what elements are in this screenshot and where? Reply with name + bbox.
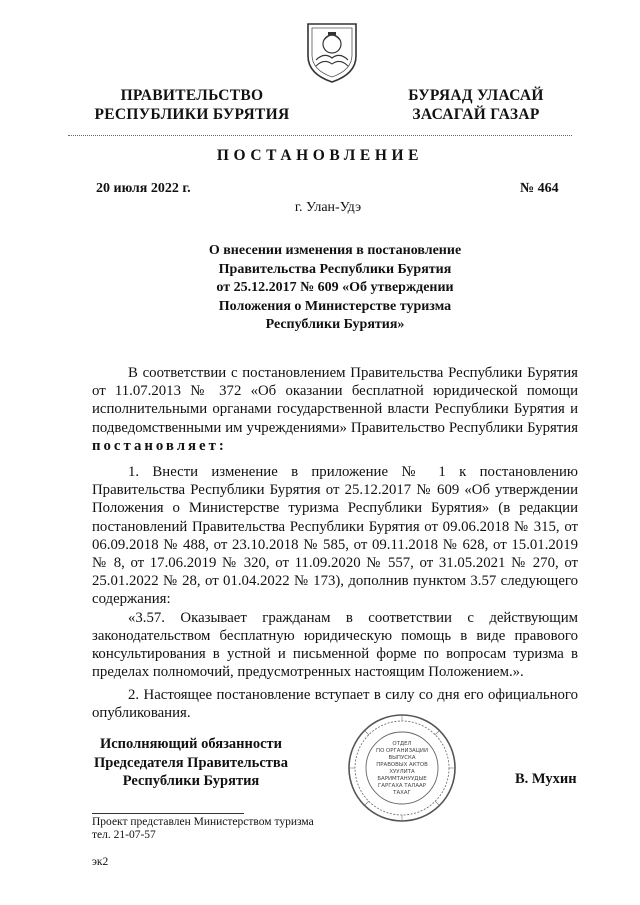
subject-line: Правительства Республики Бурятия	[218, 261, 452, 277]
document-number: № 464	[520, 181, 559, 196]
footer-note: Проект представлен Министерством туризма	[92, 816, 314, 828]
item-1-text: 1. Внести изменение в приложение № 1 к постановлению Правительства Республики Бурятия от 25.12.2017 № 609 «Об утверждении Положения о Министерстве туризма Республики Бурятия» (в редакции постановлений Правительства Республики Бурятия от 09.06.2018 № 315, от 06.09.2018 № 488, от 23.10.2018 № 585, от 09.11.2018 № 628, от 15.01.2019 № 8, от 17.06.2019 № 320, от 11.09.2020 № 557, от 31.05.2021 № 270, от 25.01.2022 № 28, от 01.04.2022 № 173), дополнив пунктом 3.57 следующего содержания:	[92, 464, 578, 608]
stamp-line: ОТДЕЛ	[392, 741, 412, 747]
item-1	[92, 463, 578, 681]
stamp-line: ВЫПУСКА	[388, 755, 416, 761]
position-line: Исполняющий обязанности	[99, 736, 283, 752]
footer-phone: тел. 21-07-57	[92, 829, 156, 841]
subject-line: О внесении изменения в постановление	[208, 243, 462, 258]
document-city: г. Улан-Удэ	[294, 200, 362, 215]
position-line: Председателя Правительства	[94, 754, 288, 771]
header-right-line2: ЗАСАГАЙ ГАЗАР	[412, 106, 540, 123]
footer-code: эк2	[92, 856, 109, 868]
stamp-line: ГАРГАХА ТАЛААР	[378, 783, 426, 789]
stamp-line: ТАХАГ	[393, 790, 411, 796]
header-left	[88, 86, 296, 124]
footer-divider	[92, 813, 244, 814]
signatory-position	[92, 735, 290, 791]
header-right	[392, 86, 560, 124]
subject-line: Республики Бурятия»	[265, 317, 405, 332]
document-subject	[190, 242, 480, 335]
stamp-line: ХУУЛИТА	[389, 769, 415, 775]
item-2	[92, 686, 578, 722]
subject-line: от 25.12.2017 № 609 «Об утверждении	[216, 280, 454, 295]
coat-of-arms-icon	[302, 20, 362, 84]
header-divider	[68, 135, 572, 136]
header-left-line1: ПРАВИТЕЛЬСТВО	[120, 87, 264, 104]
subject-line: Положения о Министерстве туризма	[218, 298, 452, 314]
preamble-paragraph	[92, 364, 578, 455]
position-line: Республики Бурятия	[122, 773, 260, 789]
document-date: 20 июля 2022 г.	[96, 181, 191, 196]
item-1-quote: «3.57. Оказывает гражданам в соответствии с действующим законодательством бесплатную юридическую помощь в виде правового консультирования в устной и письменной форме по вопросам туризма в пределах полномочий, предусмотренных настоящим Положением.».	[92, 609, 578, 681]
stamp-line: БАРИМТАНУУДЫЕ	[377, 776, 427, 782]
stamp-line: ПРАВОВЫХ АКТОВ	[376, 762, 428, 768]
signatory-name: В. Мухин	[515, 771, 577, 787]
stamp-line: ПО ОРГАНИЗАЦИИ	[376, 748, 428, 754]
document-type: ПОСТАНОВЛЕНИЕ	[216, 147, 424, 164]
resolves-word: постановляет:	[92, 437, 227, 454]
header-left-line2: РЕСПУБЛИКИ БУРЯТИЯ	[94, 106, 290, 123]
header-right-line1: БУРЯАД УЛАСАЙ	[408, 87, 544, 104]
official-seal-icon	[346, 712, 458, 824]
preamble-text: В соответствии с постановлением Правительства Республики Бурятия от 11.07.2013 № 372 «Об оказании бесплатной юридической помощи исполнительными органами государственной власти Республики Бурятия и подведомственными им учреждениями» Правительство Республики Бурятия	[92, 365, 578, 436]
item-2-text: 2. Настоящее постановление вступает в силу со дня его официального опубликования.	[92, 687, 578, 722]
